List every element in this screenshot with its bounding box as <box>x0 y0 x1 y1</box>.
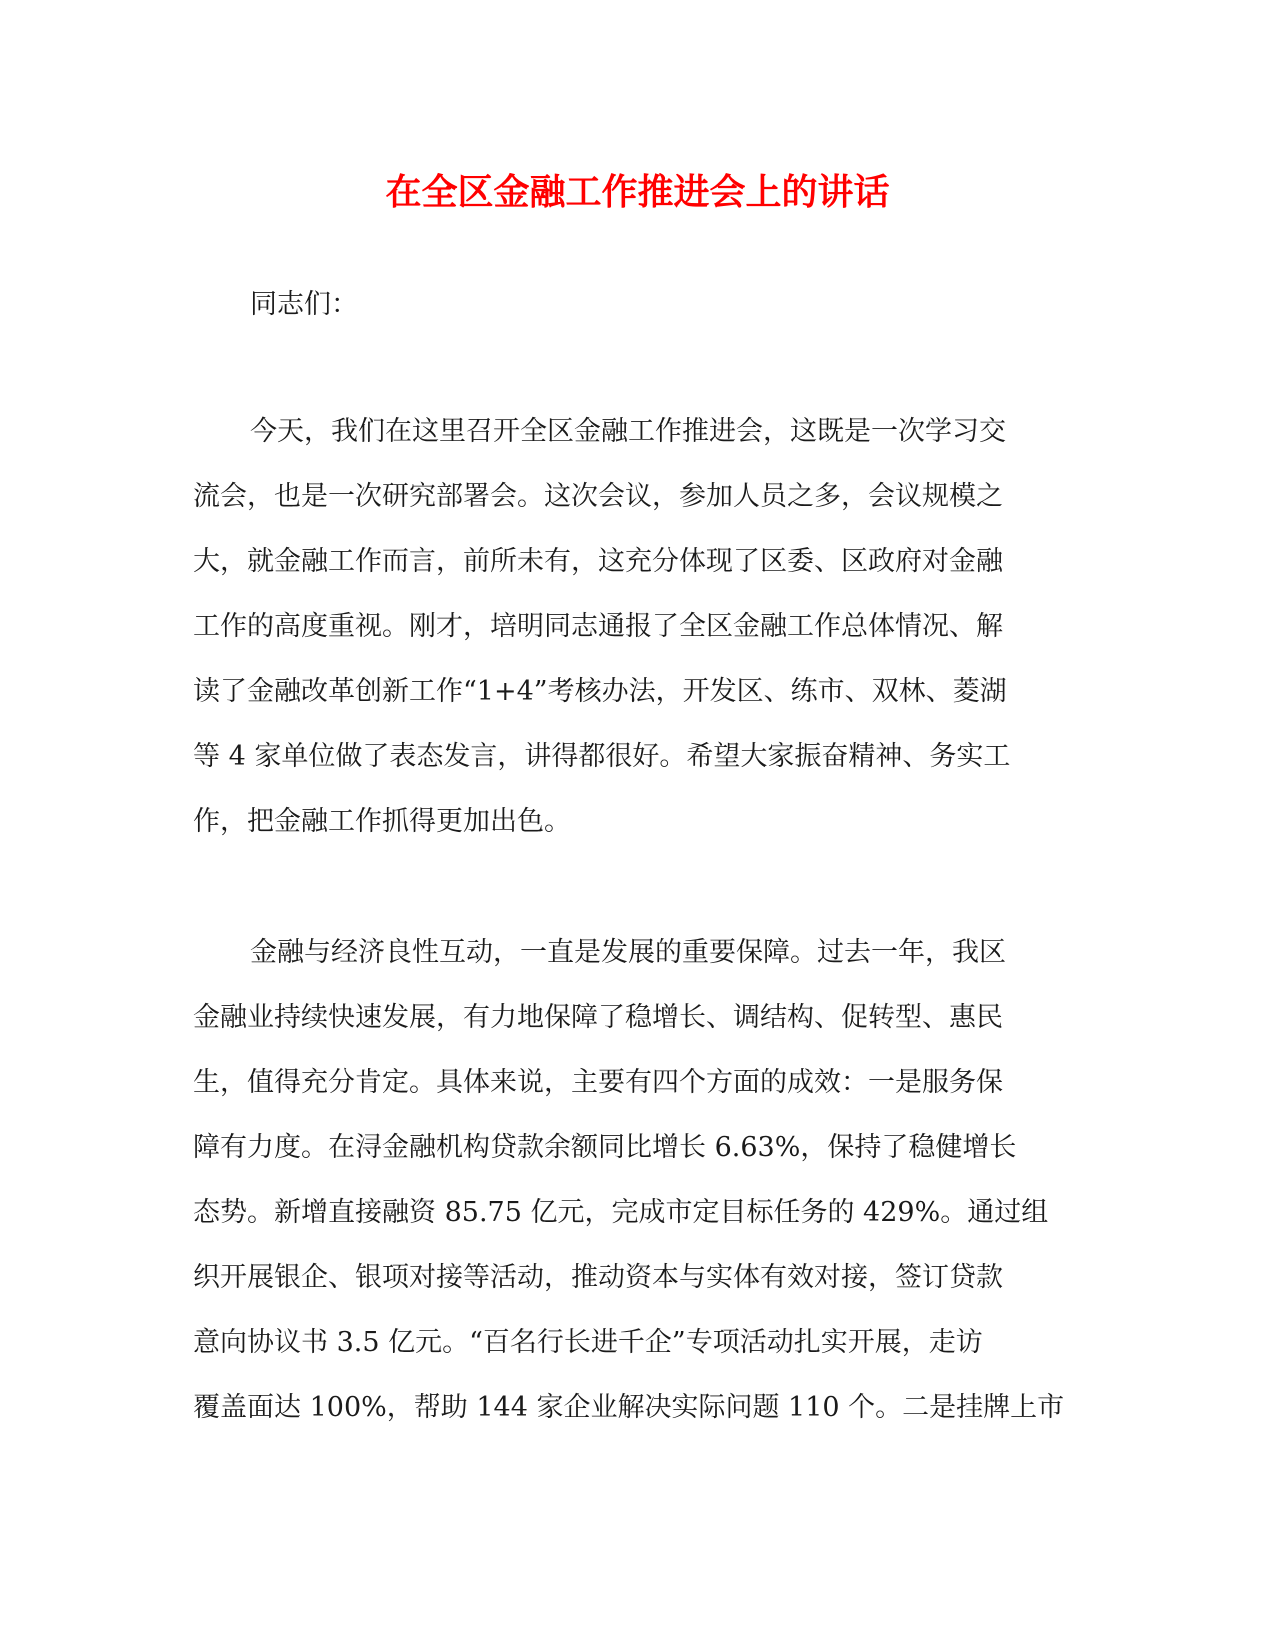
paragraph-line: 今天，我们在这里召开全区金融工作推进会，这既是一次学习交 <box>250 416 1006 447</box>
paragraph-opening <box>193 414 1073 869</box>
paragraph-line: 等 4 家单位做了表态发言，讲得都很好。希望大家振奋精神、务实工 <box>193 741 1011 772</box>
paragraph-achievements <box>193 935 1073 1455</box>
document-title: 在全区金融工作推进会上的讲话 <box>385 171 890 213</box>
paragraph-line: 障有力度。在浔金融机构贷款余额同比增长 6.63%，保持了稳健增长 <box>193 1132 1017 1163</box>
paragraph-line: 织开展银企、银项对接等活动，推动资本与实体有效对接，签订贷款 <box>193 1262 1003 1293</box>
paragraph-line: 流会，也是一次研究部署会。这次会议，参加人员之多，会议规模之 <box>193 481 1003 512</box>
paragraph-line: 工作的高度重视。刚才，培明同志通报了全区金融工作总体情况、解 <box>193 611 1003 642</box>
paragraph-line: 读了金融改革创新工作“1+4”考核办法，开发区、练市、双林、菱湖 <box>193 676 1007 707</box>
paragraph-line: 意向协议书 3.5 亿元。“百名行长进千企”专项活动扎实开展，走访 <box>193 1327 983 1358</box>
paragraph-line: 大，就金融工作而言，前所未有，这充分体现了区委、区政府对金融 <box>193 546 1003 577</box>
paragraph-line: 生，值得充分肯定。具体来说，主要有四个方面的成效：一是服务保 <box>193 1067 1003 1098</box>
paragraph-line: 金融业持续快速发展，有力地保障了稳增长、调结构、促转型、惠民 <box>193 1002 1003 1033</box>
paragraph-line: 态势。新增直接融资 85.75 亿元，完成市定目标任务的 429%。通过组 <box>193 1197 1049 1228</box>
salutation: 同志们： <box>250 289 358 320</box>
paragraph-line: 金融与经济良性互动，一直是发展的重要保障。过去一年，我区 <box>250 937 1006 968</box>
paragraph-line: 覆盖面达 100%，帮助 144 家企业解决实际问题 110 个。二是挂牌上市 <box>193 1392 1065 1423</box>
paragraph-line: 作，把金融工作抓得更加出色。 <box>193 806 571 837</box>
